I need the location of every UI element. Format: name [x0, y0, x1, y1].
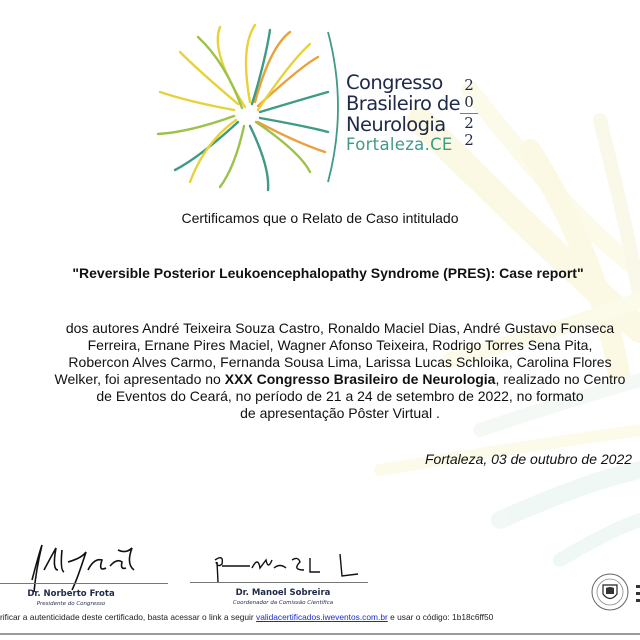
body-text-segment: Welker, foi apresentado no	[54, 371, 225, 387]
verification-link[interactable]: validacertificados.iweventos.com.br	[256, 612, 388, 622]
body-line	[10, 371, 640, 388]
body-line: Ferreira, Ernane Pires Maciel, Wagner Afonso Teixeira, Rodrigo Torres Sena Pita,	[87, 337, 593, 353]
signatory-role: Presidente do Congresso	[36, 601, 106, 607]
institution-seal-icon	[590, 572, 630, 612]
signatory-name: Dr. Norberto Frota	[27, 589, 115, 599]
logo-line-1: Congresso	[346, 71, 443, 94]
year-digit: 0	[464, 93, 474, 111]
logo-city: Fortaleza.CE	[346, 135, 453, 154]
logo-line-3: Neurologia	[346, 113, 446, 136]
signature-line	[0, 583, 168, 584]
footer-divider	[0, 633, 640, 635]
year-digit: 2	[464, 131, 474, 149]
verification-footer	[0, 612, 493, 622]
footer-text: e usar o código:	[387, 612, 453, 622]
verification-code: 1b18c6ff50	[452, 612, 494, 622]
congress-logo-icon	[150, 22, 340, 192]
body-line: dos autores André Teixeira Souza Castro, Ronaldo Maciel Dias, André Gustavo Fonseca	[65, 320, 615, 336]
body-line: de Eventos do Ceará, no período de 21 a 24 de setembro de 2022, no formato	[96, 388, 584, 404]
body-text-segment: , realizado no Centro	[495, 371, 626, 387]
signatory-1	[16, 589, 126, 607]
footer-text: rificar a autenticidade deste certificado, basta acessar o link a seguir	[0, 612, 257, 622]
signatory-role: Coordenador da Comissão Científica	[232, 600, 334, 606]
congress-logo-text	[346, 73, 460, 158]
certificate-intro: Certificamos que o Relato de Caso intitulado	[181, 210, 459, 226]
case-report-title: "Reversible Posterior Leukoencephalopathy Syndrome (PRES): Case report"	[72, 265, 584, 281]
year-digit: 2	[464, 114, 474, 132]
congress-name: XXX Congresso Brasileiro de Neurologia	[224, 371, 496, 387]
logo-line-2: Brasileiro de	[346, 92, 461, 115]
seal-text-fragment	[636, 585, 640, 606]
signature-norberto-frota	[22, 540, 142, 595]
certificate-body	[10, 320, 640, 422]
body-line: Robercon Alves Carmo, Fernanda Sousa Lima, Larissa Lucas Schloika, Carolina Flores	[68, 354, 612, 370]
issue-date: Fortaleza, 03 de outubro de 2022	[425, 451, 633, 467]
body-line: de apresentação Pôster Virtual .	[240, 405, 440, 421]
logo-year	[460, 77, 478, 149]
signature-line	[190, 582, 368, 583]
signatory-name: Dr. Manoel Sobreira	[235, 588, 331, 598]
year-digit: 2	[464, 76, 474, 94]
signatory-2	[218, 588, 348, 606]
